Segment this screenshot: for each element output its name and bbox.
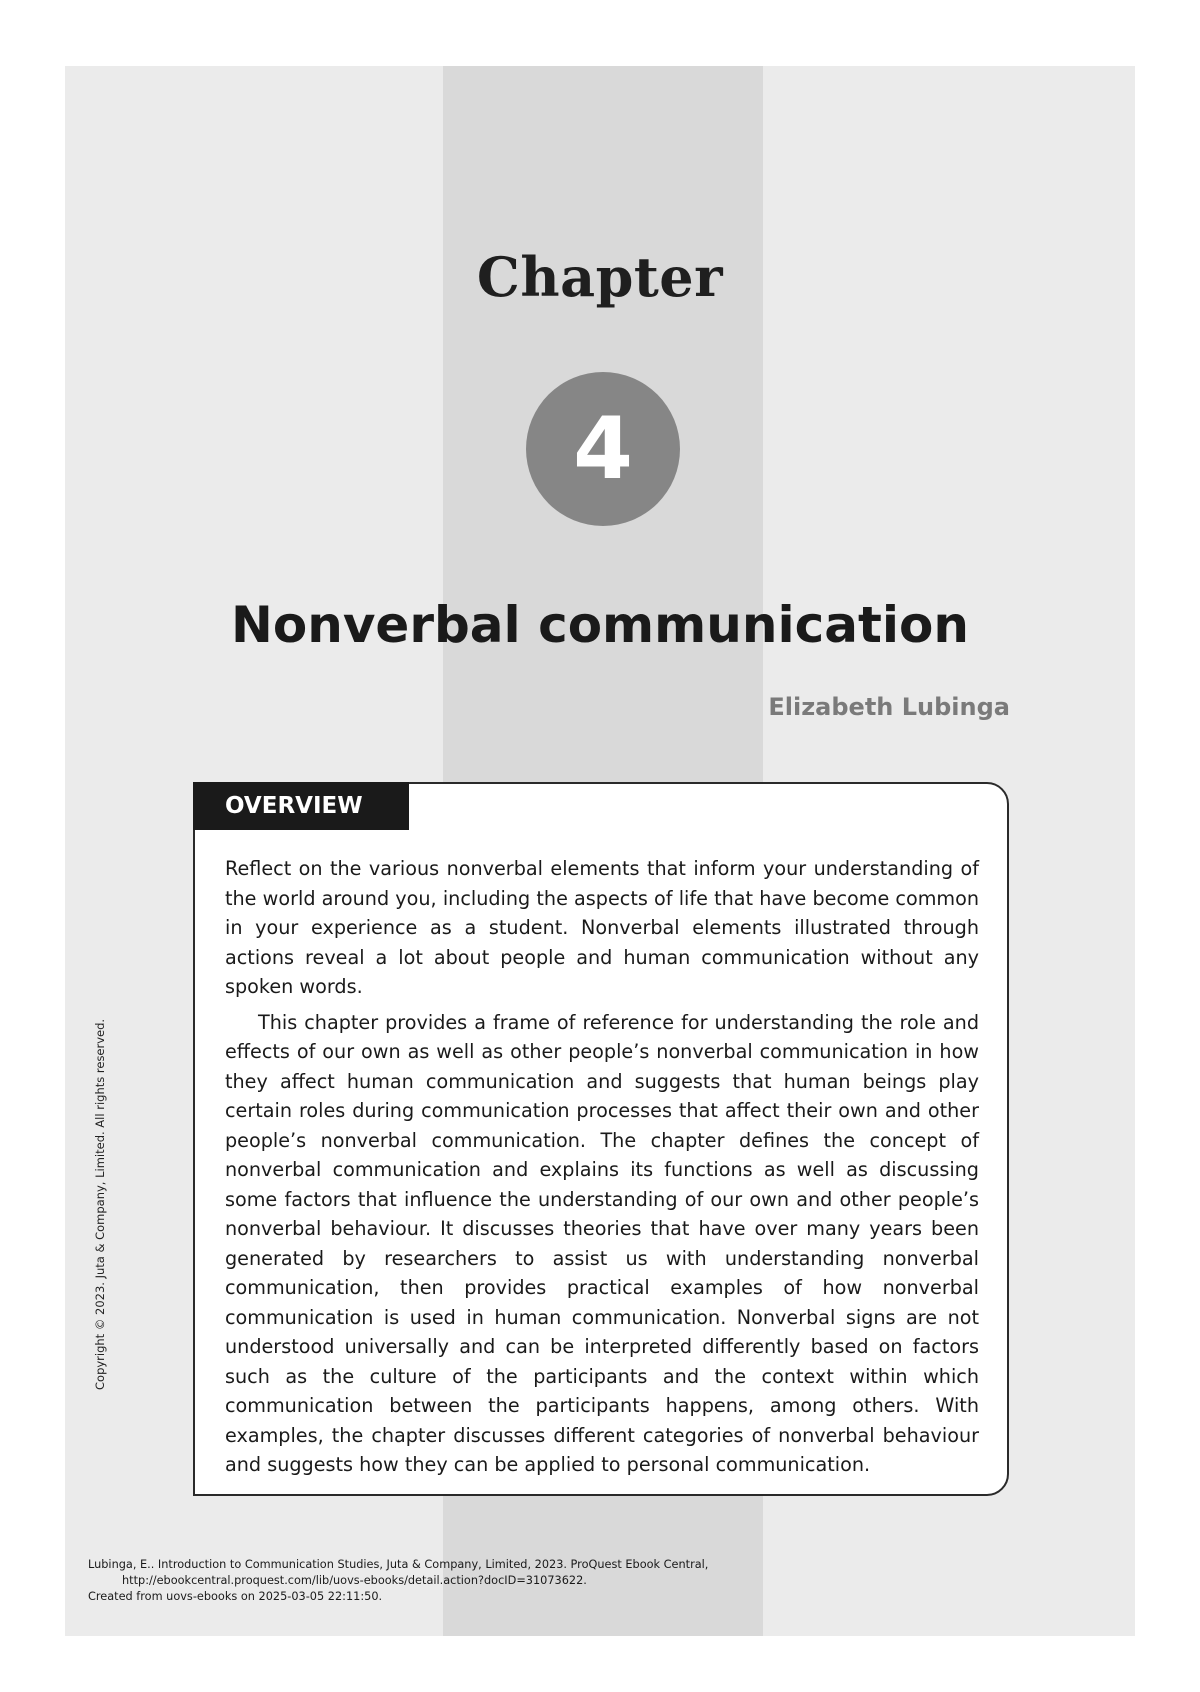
citation-line: Lubinga, E.. Introduction to Communication Studies, Juta & Company, Limited, 2023. ProQuest Ebook Central, [88, 1558, 709, 1571]
chapter-number: 4 [573, 399, 633, 499]
chapter-author: Elizabeth Lubinga [768, 693, 1010, 721]
chapter-title: Nonverbal communication [231, 596, 969, 654]
copyright-notice: Copyright © 2023. Juta & Company, Limited. All rights reserved. [93, 1018, 107, 1390]
citation-url[interactable]: http://ebookcentral.proquest.com/lib/uovs-ebooks/detail.action?docID=31073622. [122, 1574, 587, 1587]
chapter-label: Chapter [476, 245, 724, 309]
citation-footer [88, 1557, 788, 1605]
overview-box [193, 782, 1009, 1496]
overview-paragraph: Reflect on the various nonverbal elements that inform your understanding of the world around you, including the aspects of life that have become common in your experience as a student. Nonverbal elements illustrated through actions reveal a lot about people and human communication without any spoken words. [225, 857, 979, 998]
overview-text [225, 854, 979, 1486]
chapter-number-badge [526, 372, 680, 526]
overview-paragraph: This chapter provides a frame of reference for understanding the role and effects of our own as well as other people’s nonverbal communication in how they affect human communication and suggests that human beings play certain roles during communication processes that affect their own and other people’s nonverbal communication. The chapter defines the concept of nonverbal communication and explains its functions as well as discussing some factors that influence the understanding of our own and other people’s nonverbal behaviour. It discusses theories that have over many years been generated by researchers to assist us with understanding nonverbal communication, then provides practical examples of how nonverbal communication is used in human communication. Nonverbal signs are not understood universally and can be interpreted differently based on factors such as the culture of the participants and the context within which communication between the participants happens, among others. With examples, the chapter discusses different categories of nonverbal behaviour and suggests how they can be applied to personal communication. [225, 1010, 979, 1476]
citation-created: Created from uovs-ebooks on 2025-03-05 22:11:50. [88, 1590, 383, 1603]
overview-heading: OVERVIEW [193, 782, 409, 830]
